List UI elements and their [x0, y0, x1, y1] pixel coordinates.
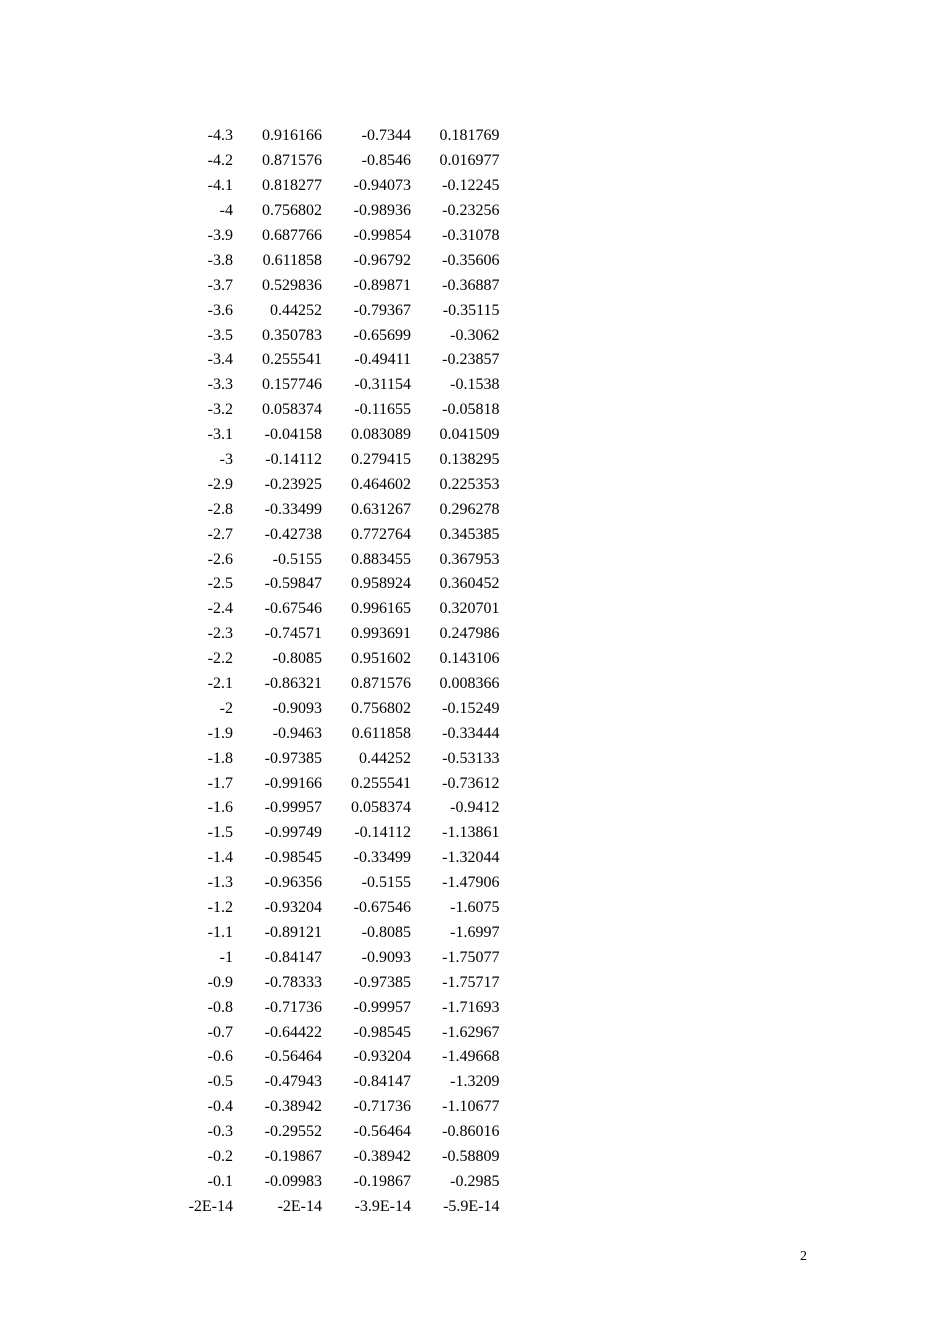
table-row	[150, 1070, 500, 1095]
table-row	[150, 945, 500, 970]
table-cell: -3.8	[207, 251, 233, 269]
table-row	[150, 472, 500, 497]
table-cell: -1.49668	[442, 1048, 500, 1066]
table-cell: -4	[219, 202, 233, 220]
table-cell: -0.09983	[264, 1172, 322, 1190]
table-cell: -1.47906	[442, 874, 500, 892]
table-cell: -0.9463	[272, 724, 322, 742]
table-row	[150, 771, 500, 796]
table-row	[150, 497, 500, 522]
table-cell: 0.350783	[262, 326, 322, 344]
table-cell: 0.871576	[351, 675, 411, 693]
table-cell: -2.5	[207, 575, 233, 593]
table-cell: -0.97385	[264, 749, 322, 767]
table-row	[150, 846, 500, 871]
table-cell: 0.157746	[262, 376, 322, 394]
table-cell: -0.7344	[361, 127, 411, 145]
table-cell: -0.5155	[272, 550, 322, 568]
table-cell: -0.93204	[353, 1048, 411, 1066]
table-cell: 0.611858	[351, 724, 411, 742]
table-cell: 0.529836	[262, 276, 322, 294]
table-row	[150, 746, 500, 771]
table-cell: -0.98545	[353, 1023, 411, 1041]
table-cell: -1.5	[207, 824, 233, 842]
table-cell: -0.96792	[353, 251, 411, 269]
table-cell: -0.23857	[442, 351, 500, 369]
table-cell: -1.9	[207, 724, 233, 742]
table-cell: -1.6997	[450, 923, 500, 941]
table-row	[150, 572, 500, 597]
table-cell: -0.8546	[361, 152, 411, 170]
table-row	[150, 696, 500, 721]
table-cell: -1.3	[207, 874, 233, 892]
table-cell: 0.883455	[351, 550, 411, 568]
table-row	[150, 373, 500, 398]
table-cell: 0.345385	[439, 525, 500, 543]
table-cell: 0.464602	[351, 475, 411, 493]
table-cell: 0.320701	[439, 600, 500, 618]
table-cell: -0.33499	[353, 849, 411, 867]
table-cell: -2.8	[207, 500, 233, 518]
table-cell: -2	[219, 699, 233, 717]
table-row	[150, 174, 500, 199]
table-cell: -1.7	[207, 774, 233, 792]
table-cell: -0.67546	[353, 899, 411, 917]
table-cell: 0.083089	[351, 426, 411, 444]
table-cell: -3.3	[207, 376, 233, 394]
table-cell: -0.35115	[442, 301, 500, 319]
table-row	[150, 622, 500, 647]
table-cell: -0.56464	[264, 1048, 322, 1066]
table-cell: -1.10677	[442, 1098, 500, 1116]
table-cell: -0.79367	[353, 301, 411, 319]
table-cell: 0.225353	[439, 475, 500, 493]
table-cell: -0.56464	[353, 1123, 411, 1141]
table-cell: -0.12245	[442, 177, 500, 195]
table-cell: 0.871576	[262, 152, 322, 170]
table-cell: -0.23256	[442, 202, 500, 220]
table-cell: -0.19867	[264, 1147, 322, 1165]
table-cell: -0.89121	[264, 923, 322, 941]
table-cell: -1.71693	[442, 998, 500, 1016]
table-cell: -0.71736	[353, 1098, 411, 1116]
table-cell: 0.138295	[439, 451, 500, 469]
table-cell: -0.2985	[450, 1172, 500, 1190]
table-cell: -0.31078	[442, 227, 500, 244]
table-row	[150, 149, 500, 174]
table-row	[150, 199, 500, 224]
table-cell: -0.11655	[354, 401, 411, 419]
table-cell: 0.916166	[262, 127, 322, 145]
table-cell: -1.3209	[450, 1073, 500, 1091]
table-cell: 0.687766	[262, 227, 322, 244]
table-cell: -0.93204	[264, 899, 322, 917]
table-cell: -0.29552	[264, 1123, 322, 1141]
table-cell: -0.4	[207, 1098, 233, 1116]
table-cell: -0.96356	[264, 874, 322, 892]
table-cell: -0.99957	[353, 998, 411, 1016]
table-cell: 0.041509	[439, 426, 500, 444]
table-cell: -0.2	[207, 1147, 233, 1165]
table-cell: -3.9	[207, 227, 233, 244]
table-cell: -0.3062	[450, 326, 500, 344]
table-row	[150, 1045, 500, 1070]
table-row	[150, 323, 500, 348]
table-cell: -0.65699	[353, 326, 411, 344]
table-row	[150, 1020, 500, 1045]
table-cell: -0.94073	[353, 177, 411, 195]
table-cell: -2.6	[207, 550, 233, 568]
table-cell: -0.33444	[442, 724, 500, 742]
table-cell: -1.62967	[442, 1023, 500, 1041]
table-cell: -0.89871	[353, 276, 411, 294]
table-cell: -5.9E-14	[443, 1197, 500, 1215]
table-cell: 0.772764	[351, 525, 411, 543]
table-row	[150, 448, 500, 473]
table-cell: 0.247986	[439, 625, 500, 643]
table-row	[150, 398, 500, 423]
table-cell: 0.631267	[351, 500, 411, 518]
table-cell: -1.1	[207, 923, 233, 941]
table-cell: -0.33499	[264, 500, 322, 518]
table-row	[150, 921, 500, 946]
table-row	[150, 647, 500, 672]
table-cell: -1.8	[207, 749, 233, 767]
table-cell: -0.59847	[264, 575, 322, 593]
table-cell: -0.8	[207, 998, 233, 1016]
table-cell: 0.958924	[351, 575, 411, 593]
table-cell: -1.75077	[442, 948, 500, 966]
table-row	[150, 1120, 500, 1145]
data-table	[150, 124, 500, 1219]
table-row	[150, 1169, 500, 1194]
table-row	[150, 224, 500, 249]
table-cell: -0.47943	[264, 1073, 322, 1091]
table-cell: -0.49411	[354, 351, 411, 369]
table-row	[150, 248, 500, 273]
table-cell: 0.44252	[270, 301, 322, 319]
table-row	[150, 423, 500, 448]
table-cell: -0.78333	[264, 973, 322, 991]
table-cell: -0.58809	[442, 1147, 500, 1165]
table-cell: -0.8085	[361, 923, 411, 941]
table-cell: 0.016977	[439, 152, 500, 170]
page-number: 2	[800, 1249, 807, 1264]
table-cell: -0.36887	[442, 276, 500, 294]
table-cell: -0.15249	[442, 699, 500, 717]
table-body	[150, 124, 500, 1219]
table-cell: -0.86321	[264, 675, 322, 693]
table-cell: -0.9093	[272, 699, 322, 717]
table-cell: -1.6	[207, 799, 233, 817]
table-row	[150, 821, 500, 846]
table-cell: -0.14112	[265, 451, 322, 469]
table-cell: -3.6	[207, 301, 233, 319]
table-cell: -0.9	[207, 973, 233, 991]
table-cell: -0.14112	[354, 824, 411, 842]
table-row	[150, 970, 500, 995]
table-cell: -0.99166	[264, 774, 322, 792]
table-cell: -0.53133	[442, 749, 500, 767]
table-row	[150, 672, 500, 697]
table-cell: -0.1538	[450, 376, 500, 394]
table-cell: -0.84147	[264, 948, 322, 966]
table-cell: 0.756802	[262, 202, 322, 220]
table-row	[150, 1194, 500, 1219]
table-cell: -0.98936	[353, 202, 411, 220]
table-cell: -3.9E-14	[354, 1197, 411, 1215]
table-cell: -1	[219, 948, 233, 966]
table-row	[150, 1145, 500, 1170]
table-cell: -0.99854	[353, 227, 411, 244]
table-cell: -4.1	[207, 177, 233, 195]
table-cell: -1.32044	[442, 849, 500, 867]
table-cell: -4.2	[207, 152, 233, 170]
table-cell: 0.279415	[351, 451, 411, 469]
table-row	[150, 896, 500, 921]
table-cell: -1.13861	[442, 824, 500, 842]
table-cell: -0.42738	[264, 525, 322, 543]
table-cell: -0.64422	[264, 1023, 322, 1041]
table-row	[150, 124, 500, 149]
table-cell: -0.38942	[353, 1147, 411, 1165]
table-row	[150, 796, 500, 821]
table-cell: -3.5	[207, 326, 233, 344]
table-cell: -2.2	[207, 650, 233, 668]
table-cell: 0.996165	[351, 600, 411, 618]
table-row	[150, 597, 500, 622]
table-cell: 0.611858	[262, 251, 322, 269]
table-cell: -0.8085	[272, 650, 322, 668]
table-cell: -0.19867	[353, 1172, 411, 1190]
table-cell: 0.756802	[351, 699, 411, 717]
table-cell: -0.86016	[442, 1123, 500, 1141]
table-row	[150, 1095, 500, 1120]
table-cell: -0.99749	[264, 824, 322, 842]
table-cell: 0.058374	[351, 799, 411, 817]
table-cell: -0.9093	[361, 948, 411, 966]
table-row	[150, 995, 500, 1020]
table-cell: -0.6	[207, 1048, 233, 1066]
table-cell: -1.4	[207, 849, 233, 867]
table-cell: -3.2	[207, 401, 233, 419]
table-cell: -0.5155	[361, 874, 411, 892]
table-cell: -2E-14	[277, 1197, 322, 1215]
table-cell: -1.6075	[450, 899, 500, 917]
table-cell: 0.181769	[439, 127, 500, 145]
table-cell: -2.9	[207, 475, 233, 493]
table-cell: -0.73612	[442, 774, 500, 792]
table-cell: -3	[219, 451, 233, 469]
table-row	[150, 721, 500, 746]
table-row	[150, 871, 500, 896]
table-cell: -3.1	[207, 426, 233, 444]
table-cell: -0.05818	[442, 401, 500, 419]
table-cell: 0.058374	[262, 401, 322, 419]
table-cell: -2.1	[207, 675, 233, 693]
table-cell: -3.4	[207, 351, 233, 369]
table-cell: -0.74571	[264, 625, 322, 643]
table-cell: -0.97385	[353, 973, 411, 991]
table-cell: 0.008366	[439, 675, 500, 693]
table-cell: -1.2	[207, 899, 233, 917]
table-cell: -0.38942	[264, 1098, 322, 1116]
table-cell: 0.951602	[351, 650, 411, 668]
table-row	[150, 298, 500, 323]
table-cell: -0.67546	[264, 600, 322, 618]
table-cell: 0.255541	[351, 774, 411, 792]
table-cell: 0.296278	[439, 500, 500, 518]
table-cell: -2.4	[207, 600, 233, 618]
table-cell: -2.3	[207, 625, 233, 643]
table-cell: 0.818277	[262, 177, 322, 195]
table-cell: -0.23925	[264, 475, 322, 493]
table-cell: -0.7	[207, 1023, 233, 1041]
table-cell: 0.360452	[439, 575, 500, 593]
table-cell: -0.98545	[264, 849, 322, 867]
table-row	[150, 348, 500, 373]
table-cell: -0.84147	[353, 1073, 411, 1091]
table-row	[150, 547, 500, 572]
table-row	[150, 522, 500, 547]
table-cell: -0.3	[207, 1123, 233, 1141]
table-cell: -4.3	[207, 127, 233, 145]
table-cell: -2E-14	[188, 1197, 233, 1215]
table-cell: -0.31154	[354, 376, 411, 394]
table-cell: -2.7	[207, 525, 233, 543]
table-cell: -0.9412	[450, 799, 500, 817]
table-cell: 0.993691	[351, 625, 411, 643]
table-cell: -0.1	[207, 1172, 233, 1190]
table-cell: 0.143106	[439, 650, 500, 668]
table-cell: -0.71736	[264, 998, 322, 1016]
table-cell: -0.04158	[264, 426, 322, 444]
table-cell: -0.99957	[264, 799, 322, 817]
table-row	[150, 273, 500, 298]
table-cell: -0.35606	[442, 251, 500, 269]
table-cell: 0.255541	[262, 351, 322, 369]
table-cell: 0.44252	[359, 749, 411, 767]
table-cell: -1.75717	[442, 973, 500, 991]
table-cell: -0.5	[207, 1073, 233, 1091]
table-cell: 0.367953	[439, 550, 500, 568]
table-cell: -3.7	[207, 276, 233, 294]
